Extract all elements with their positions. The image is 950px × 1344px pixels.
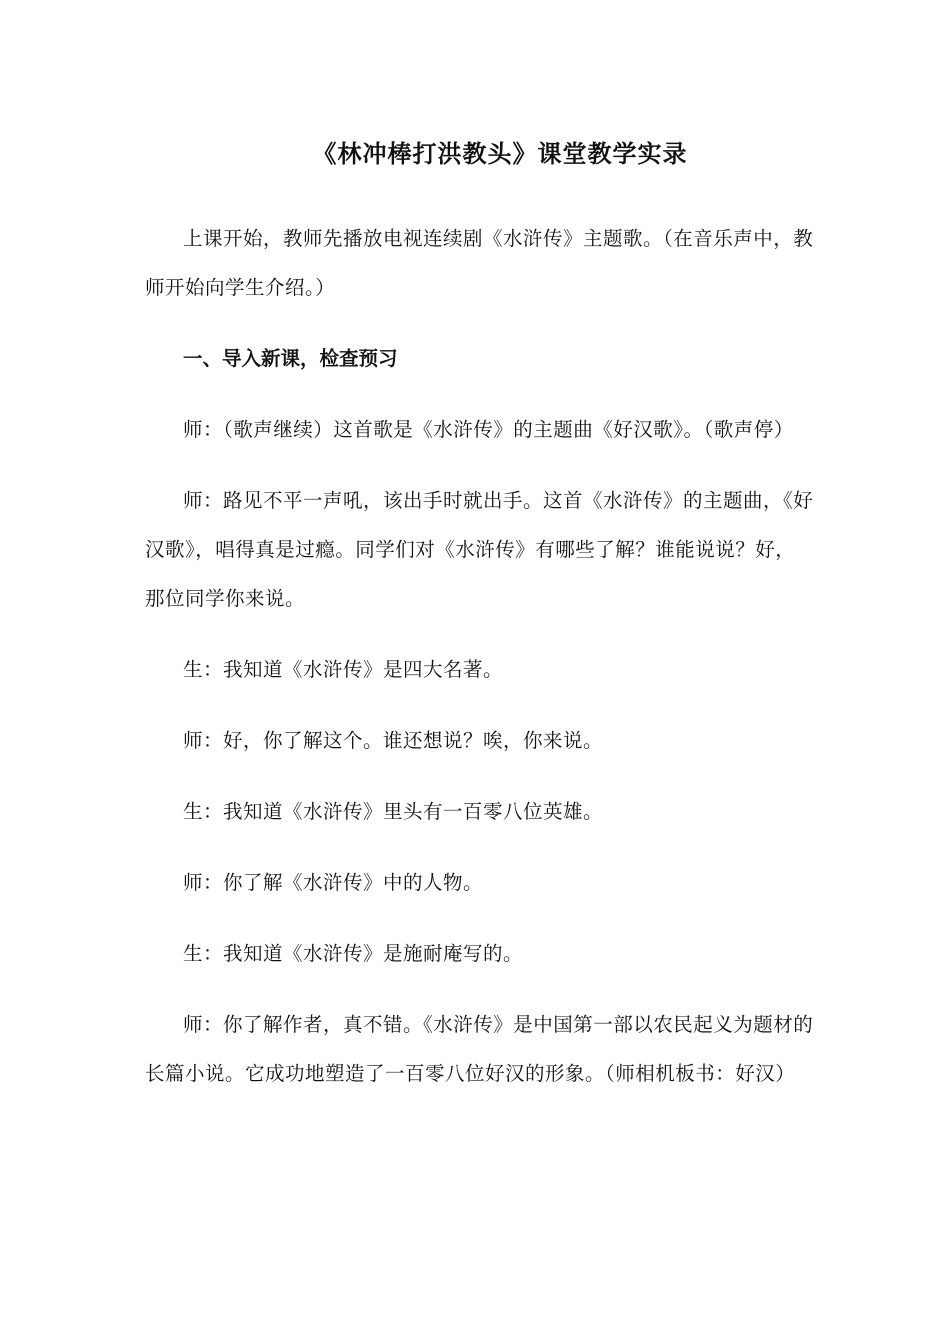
dialogue-paragraph: 师：（歌声继续）这首歌是《水浒传》的主题曲《好汉歌》。（歌声停）	[183, 418, 794, 441]
document-title: 《林冲棒打洪教头》课堂教学实录	[312, 139, 688, 168]
dialogue-paragraph: 生：我知道《水浒传》是四大名著。	[183, 658, 504, 681]
document-body	[145, 214, 815, 1120]
section-heading: 一、导入新课，检查预习	[183, 347, 398, 370]
dialogue-paragraph: 师：路见不平一声吼，该出手时就出手。这首《水浒传》的主题曲，《好汉歌》，唱得真是过瘾。同学们对《水浒传》有哪些了解？谁能说说？好，那位同学你来说。	[145, 489, 814, 610]
dialogue-paragraph: 师：你了解作者，真不错。《水浒传》是中国第一部以农民起义为题材的长篇小说。它成功地塑造了一百零八位好汉的形象。（师相机板书：好汉）	[145, 1013, 814, 1085]
paragraph-intro: 上课开始，教师先播放电视连续剧《水浒传》主题歌。（在音乐声中，教师开始向学生介绍。）	[145, 227, 814, 299]
dialogue-paragraph: 师：好，你了解这个。谁还想说？唉，你来说。	[183, 729, 604, 752]
dialogue-paragraph: 师：你了解《水浒传》中的人物。	[183, 871, 484, 894]
dialogue-paragraph: 生：我知道《水浒传》里头有一百零八位英雄。	[183, 800, 604, 823]
dialogue-paragraph: 生：我知道《水浒传》是施耐庵写的。	[183, 942, 524, 965]
